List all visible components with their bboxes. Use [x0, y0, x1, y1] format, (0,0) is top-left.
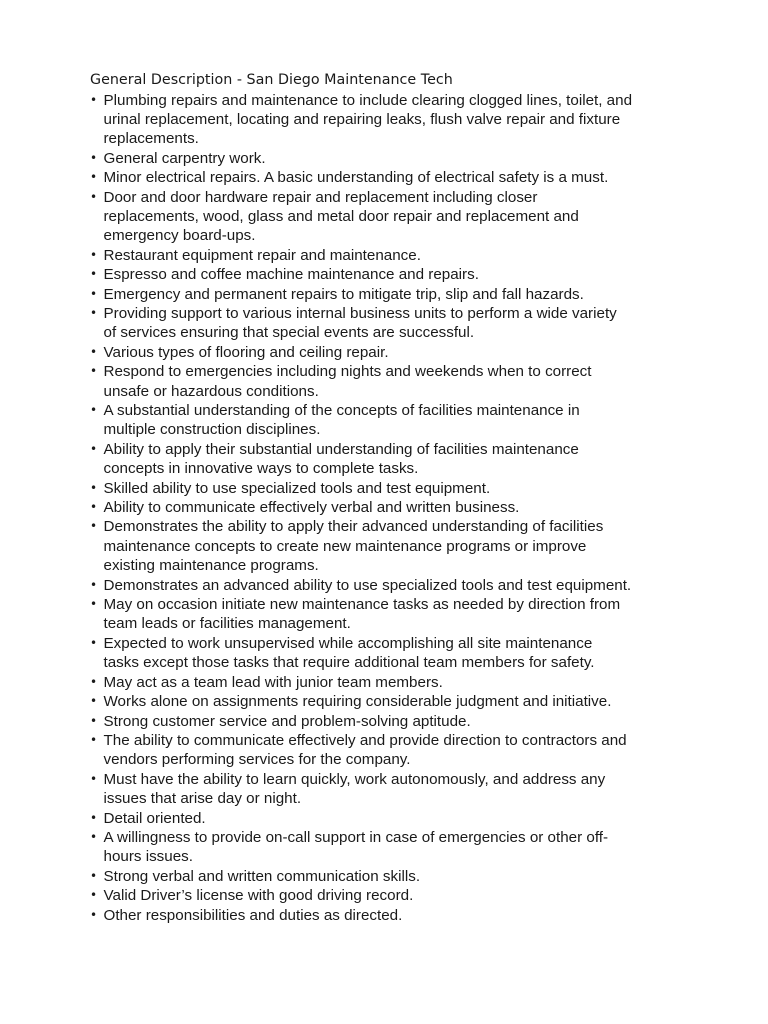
- list-item-text: Strong customer service and problem-solving aptitude.: [103, 712, 471, 730]
- list-item: [90, 867, 690, 886]
- list-item-text: Ability to apply their substantial understanding of facilities maintenance concepts in innovative ways to complete tasks.: [103, 440, 579, 478]
- list-item-text: Providing support to various internal business units to perform a wide variety of services ensuring that special events are successful.: [103, 304, 617, 342]
- list-item-text: Detail oriented.: [103, 809, 206, 827]
- bullet-icon: •: [90, 829, 98, 844]
- list-item-text: Emergency and permanent repairs to mitigate trip, slip and fall hazards.: [103, 285, 584, 303]
- list-item: [90, 498, 690, 517]
- list-item: [90, 188, 690, 246]
- list-item-text: Works alone on assignments requiring considerable judgment and initiative.: [103, 693, 612, 711]
- bullet-icon: •: [90, 810, 98, 825]
- list-item-text: Various types of flooring and ceiling repair.: [103, 343, 389, 361]
- list-item: [90, 401, 690, 440]
- list-item-text: Espresso and coffee machine maintenance and repairs.: [103, 266, 479, 284]
- bullet-icon: •: [90, 771, 98, 786]
- list-item: [90, 828, 690, 867]
- list-item-text: Strong verbal and written communication skills.: [103, 867, 421, 885]
- bullet-icon: •: [90, 635, 98, 650]
- list-item-text: Must have the ability to learn quickly, work autonomously, and address any issues that arise day or night.: [103, 770, 606, 808]
- list-item: [90, 712, 690, 731]
- bullet-icon: •: [90, 577, 98, 592]
- bullet-icon: •: [90, 713, 98, 728]
- list-item: [90, 595, 690, 634]
- responsibilities-list: [90, 91, 690, 925]
- bullet-icon: •: [90, 674, 98, 689]
- document-title: General Description - San Diego Maintenance Tech: [90, 72, 453, 88]
- bullet-icon: •: [90, 247, 98, 262]
- list-item: [90, 809, 690, 828]
- list-item: [90, 673, 690, 692]
- bullet-icon: •: [90, 267, 98, 282]
- list-item-text: Demonstrates the ability to apply their advanced understanding of facilities maintenance concepts to create new maintenance programs or improve existing maintenance programs.: [103, 518, 604, 575]
- bullet-icon: •: [90, 597, 98, 612]
- list-item-text: Plumbing repairs and maintenance to include clearing clogged lines, toilet, and urinal replacement, locating and repairing leaks, flush valve repair and fixture replacements.: [103, 91, 633, 148]
- bullet-icon: •: [90, 344, 98, 359]
- bullet-icon: •: [90, 907, 98, 922]
- bullet-icon: •: [90, 480, 98, 495]
- list-item: [90, 246, 690, 265]
- list-item-text: May act as a team lead with junior team members.: [103, 673, 443, 691]
- list-item: [90, 343, 690, 362]
- list-item-text: May on occasion initiate new maintenance tasks as needed by direction from team leads or facilities management.: [103, 596, 621, 633]
- list-item: [90, 304, 690, 343]
- bullet-icon: •: [90, 888, 98, 903]
- list-item: [90, 285, 690, 304]
- list-item: [90, 576, 690, 595]
- list-item-text: Other responsibilities and duties as directed.: [103, 906, 403, 924]
- list-item: [90, 479, 690, 498]
- bullet-icon: •: [90, 694, 98, 709]
- list-item-text: Restaurant equipment repair and maintenance.: [103, 246, 421, 264]
- list-item-text: Ability to communicate effectively verbal and written business.: [103, 499, 520, 517]
- bullet-icon: •: [90, 868, 98, 883]
- list-item: [90, 770, 690, 809]
- bullet-icon: •: [90, 170, 98, 185]
- bullet-icon: •: [90, 305, 98, 320]
- list-item: [90, 906, 690, 925]
- bullet-icon: •: [90, 500, 98, 515]
- list-item-text: General carpentry work.: [103, 149, 266, 167]
- bullet-icon: •: [90, 364, 98, 379]
- bullet-icon: •: [90, 519, 98, 534]
- list-item: [90, 886, 690, 905]
- list-item-text: Door and door hardware repair and replacement including closer replacements, wood, glass and metal door repair and replacement and emergency board-ups.: [103, 188, 579, 245]
- bullet-icon: •: [90, 441, 98, 456]
- list-item: [90, 362, 690, 401]
- list-item-text: The ability to communicate effectively and provide direction to contractors and vendors performing services for the company.: [103, 731, 627, 769]
- list-item: [90, 517, 690, 575]
- list-item: [90, 692, 690, 711]
- list-item: [90, 634, 690, 673]
- bullet-icon: •: [90, 403, 98, 417]
- bullet-icon: •: [90, 150, 98, 165]
- list-item-text: Minor electrical repairs. A basic understanding of electrical safety is a must.: [103, 169, 609, 187]
- list-item: [90, 265, 690, 284]
- list-item-text: Respond to emergencies including nights and weekends when to correct unsafe or hazardous conditions.: [103, 363, 592, 400]
- list-item: [90, 440, 690, 479]
- list-item-text: Demonstrates an advanced ability to use specialized tools and test equipment.: [103, 576, 632, 594]
- list-item-text: Expected to work unsupervised while accomplishing all site maintenance tasks except those tasks that require additional team members for safety.: [103, 634, 595, 672]
- bullet-icon: •: [90, 189, 98, 204]
- list-item-text: A substantial understanding of the concepts of facilities maintenance in multiple construction disciplines.: [103, 402, 580, 439]
- list-item: [90, 149, 690, 168]
- list-item-text: Valid Driver’s license with good driving record.: [103, 887, 414, 905]
- bullet-icon: •: [90, 732, 98, 747]
- list-item-text: Skilled ability to use specialized tools and test equipment.: [103, 479, 491, 497]
- bullet-icon: •: [90, 286, 98, 301]
- list-item-text: A willingness to provide on-call support in case of emergencies or other off- hours issues.: [103, 828, 609, 866]
- list-item: [90, 91, 690, 149]
- list-item: [90, 731, 690, 770]
- bullet-icon: •: [90, 92, 98, 107]
- list-item: [90, 168, 690, 187]
